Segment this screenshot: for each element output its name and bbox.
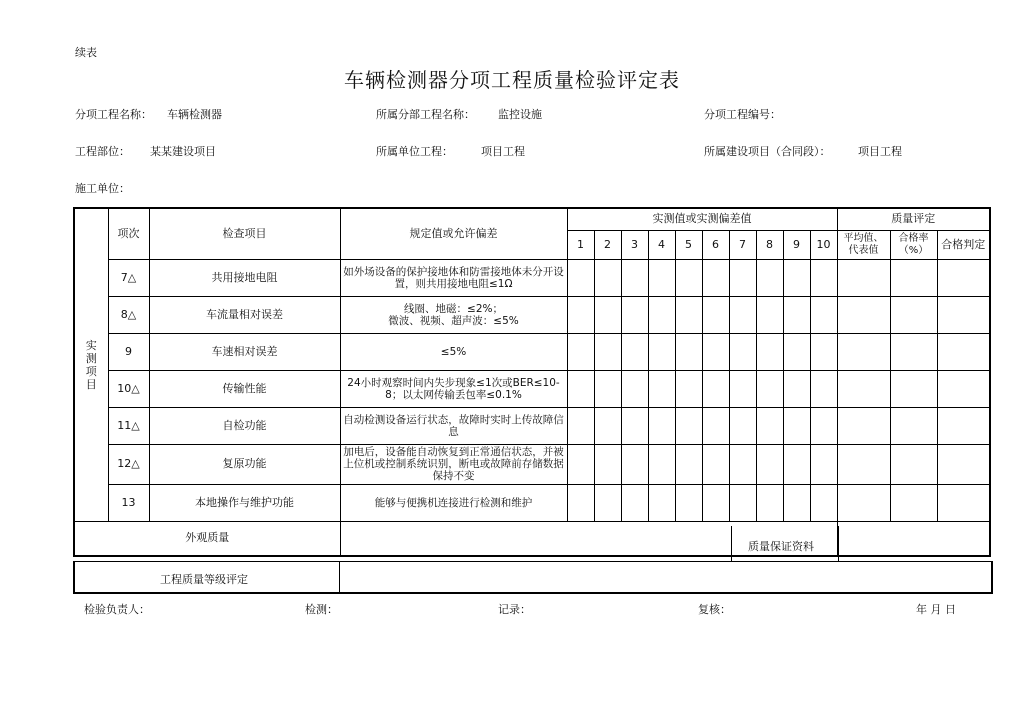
header-measured: 实测值或实测偏差值 bbox=[567, 208, 837, 230]
row-standard-line2: 微波、视频、超声波：≤5% bbox=[388, 314, 519, 327]
side-label-cell bbox=[74, 208, 108, 521]
header-col-7: 7 bbox=[729, 230, 756, 259]
row-index: 12△ bbox=[108, 444, 149, 484]
table-row bbox=[74, 296, 990, 333]
continued-label: 续表 bbox=[75, 46, 97, 59]
item-no-label: 分项工程编号： bbox=[704, 108, 781, 121]
row-standard: ≤5% bbox=[340, 333, 567, 370]
row-standard-text: 加电后，设备能自动恢复到正常通信状态，并被上位机或控制系统识别，断电或故障前存储数据保持不变 bbox=[343, 446, 564, 482]
page-title: 车辆检测器分项工程质量检验评定表 bbox=[344, 68, 680, 92]
row-standard-text: 自动检测设备运行状态，故障时实时上传故障信息 bbox=[343, 413, 564, 438]
table-row bbox=[74, 370, 990, 407]
header-col-6: 6 bbox=[702, 230, 729, 259]
header-pass-rate bbox=[890, 230, 937, 259]
row-item: 传输性能 bbox=[149, 370, 340, 407]
assurance-divider bbox=[838, 526, 839, 561]
unit-label: 所属单位工程： bbox=[376, 145, 453, 158]
location-label: 工程部位： bbox=[75, 145, 130, 158]
header-col-5: 5 bbox=[675, 230, 702, 259]
header-col-10: 10 bbox=[810, 230, 837, 259]
header-index: 项次 bbox=[108, 208, 149, 259]
header-standard: 规定值或允许偏差 bbox=[340, 208, 567, 259]
footer-tester: 检测： bbox=[305, 603, 338, 616]
parent-value: 监控设施 bbox=[498, 108, 542, 121]
row-standard-text: 24小时观察时间内失步现象≤1次或BER≤10-8；以太网传输丢包率≤0.1% bbox=[347, 376, 560, 401]
table-row bbox=[74, 484, 990, 521]
header-col-4: 4 bbox=[648, 230, 675, 259]
row-item: 本地操作与维护功能 bbox=[149, 484, 340, 521]
header-col-3: 3 bbox=[621, 230, 648, 259]
footer-inspector: 检验负责人： bbox=[84, 603, 150, 616]
header-average-line1: 平均值、 bbox=[843, 232, 884, 244]
assurance-label: 质量保证资料 bbox=[748, 540, 814, 553]
grade-divider bbox=[339, 561, 340, 594]
header-pass-rate-line2: （%） bbox=[898, 244, 929, 256]
header-quality: 质量评定 bbox=[837, 208, 990, 230]
footer-reviewer: 复核： bbox=[698, 603, 731, 616]
appearance-label: 外观质量 bbox=[74, 521, 340, 556]
row-item: 共用接地电阻 bbox=[149, 259, 340, 296]
row-item: 车速相对误差 bbox=[149, 333, 340, 370]
parent-label: 所属分部工程名称： bbox=[376, 108, 475, 121]
row-standard bbox=[340, 259, 567, 296]
table-row bbox=[74, 259, 990, 296]
header-judgement: 合格判定 bbox=[937, 230, 990, 259]
row-index: 11△ bbox=[108, 407, 149, 444]
row-item: 自检功能 bbox=[149, 407, 340, 444]
row-index: 9 bbox=[108, 333, 149, 370]
inspection-table bbox=[73, 207, 991, 557]
location-value: 某某建设项目 bbox=[150, 145, 216, 158]
row-index: 13 bbox=[108, 484, 149, 521]
row-index: 8△ bbox=[108, 296, 149, 333]
row-standard: 能够与便携机连接进行检测和维护 bbox=[340, 484, 567, 521]
table-row bbox=[74, 444, 990, 484]
header-col-2: 2 bbox=[594, 230, 621, 259]
table-row bbox=[74, 407, 990, 444]
header-average bbox=[837, 230, 890, 259]
project-label: 所属建设项目（合同段）： bbox=[704, 145, 831, 158]
footer-recorder: 记录： bbox=[498, 603, 531, 616]
construction-label: 施工单位： bbox=[75, 182, 130, 195]
unit-value: 项目工程 bbox=[481, 145, 525, 158]
row-standard-line1: 线圈、地磁：≤2%； bbox=[404, 302, 503, 315]
header-pass-rate-line1: 合格率 bbox=[898, 232, 929, 244]
row-standard bbox=[340, 407, 567, 444]
assurance-value bbox=[837, 521, 990, 556]
row-standard bbox=[340, 296, 567, 333]
header-col-1: 1 bbox=[567, 230, 594, 259]
appearance-row bbox=[74, 521, 990, 556]
footer-date: 年 月 日 bbox=[916, 603, 956, 616]
table-row bbox=[74, 333, 990, 370]
row-index: 10△ bbox=[108, 370, 149, 407]
project-value: 项目工程 bbox=[858, 145, 902, 158]
header-col-9: 9 bbox=[783, 230, 810, 259]
row-item: 复原功能 bbox=[149, 444, 340, 484]
assurance-divider-left bbox=[731, 526, 732, 561]
row-standard bbox=[340, 370, 567, 407]
header-item: 检查项目 bbox=[149, 208, 340, 259]
header-average-line2: 代表值 bbox=[848, 244, 879, 256]
item-name-label: 分项工程名称： bbox=[75, 108, 152, 121]
row-standard bbox=[340, 444, 567, 484]
row-index: 7△ bbox=[108, 259, 149, 296]
row-item: 车流量相对误差 bbox=[149, 296, 340, 333]
grade-label: 工程质量等级评定 bbox=[160, 573, 248, 586]
item-name-value: 车辆检测器 bbox=[167, 108, 222, 121]
header-col-8: 8 bbox=[756, 230, 783, 259]
side-label: 实测项目 bbox=[85, 338, 97, 391]
row-standard-text: 如外场设备的保护接地体和防雷接地体未分开设置，则共用接地电阻≤1Ω bbox=[343, 265, 564, 290]
